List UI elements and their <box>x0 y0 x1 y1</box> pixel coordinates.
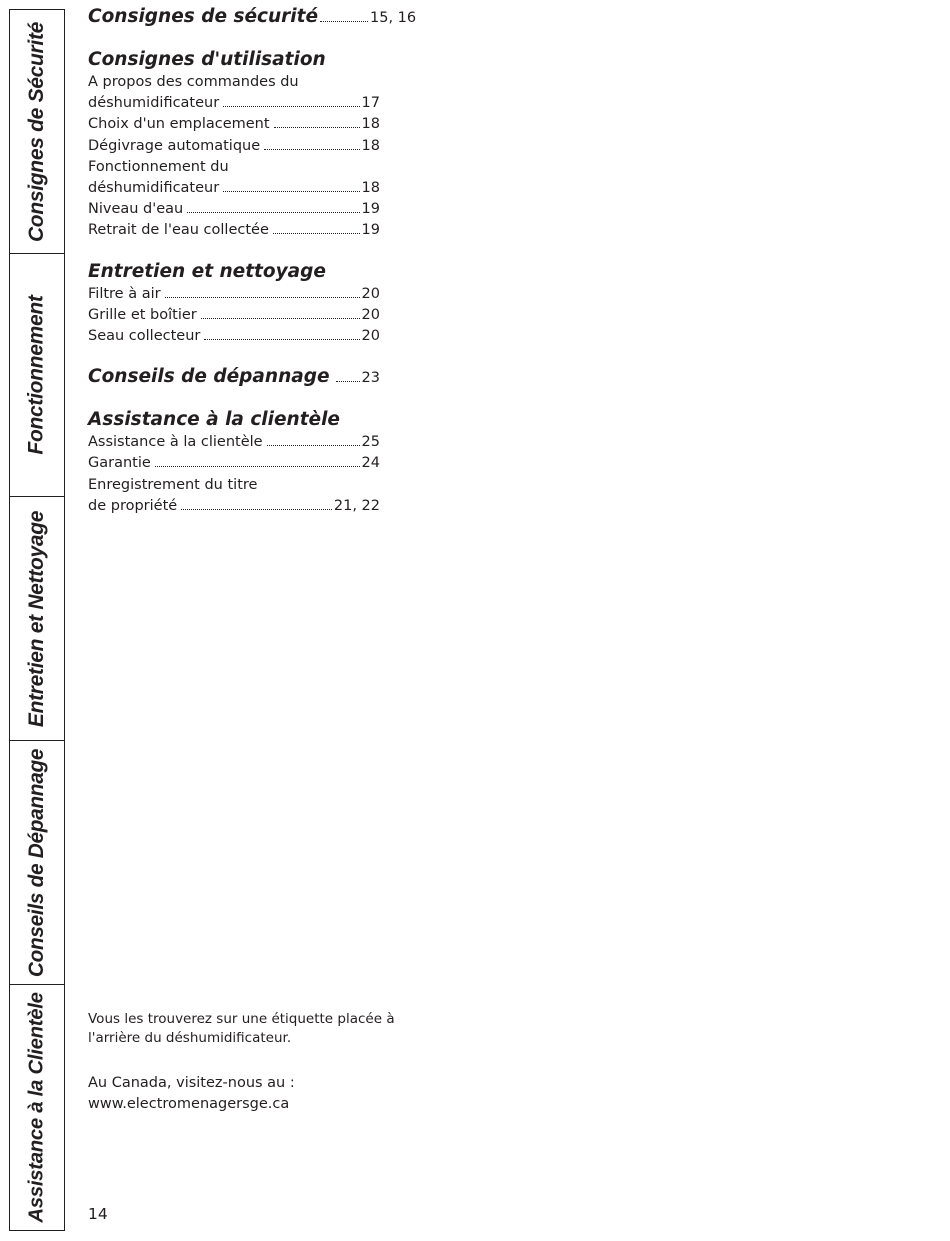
toc-section-utilisation <box>88 48 380 242</box>
dot-leader <box>336 381 360 382</box>
toc-section-entretien <box>88 260 380 348</box>
toc-entry[interactable] <box>88 284 380 305</box>
page-ref: 19 <box>361 222 380 239</box>
section-heading: Consignes d'utilisation <box>88 49 326 70</box>
toc-entry-line[interactable]: Enregistrement du titre <box>88 476 258 493</box>
page-ref: 24 <box>361 455 380 472</box>
toc-entry-label: de propriété <box>88 497 178 514</box>
page-number: 14 <box>88 1205 108 1223</box>
dot-leader <box>320 21 368 22</box>
section-heading: Conseils de dépannage <box>88 366 330 388</box>
toc-entry-label: Garantie <box>88 455 151 472</box>
toc-entry[interactable] <box>88 199 380 220</box>
dot-leader <box>273 233 360 234</box>
canada-text: Au Canada, visitez-nous au : <box>88 1075 295 1091</box>
dot-leader <box>264 149 359 150</box>
spacer <box>88 30 380 48</box>
page-ref: 25 <box>361 434 380 451</box>
page-ref: 20 <box>361 328 380 345</box>
toc-entry[interactable] <box>88 220 380 241</box>
page-ref: 18 <box>361 137 380 154</box>
tab-label: Consignes de Sécurité <box>25 21 49 242</box>
dot-leader <box>274 127 360 128</box>
page-ref: 23 <box>361 370 380 387</box>
toc-entry-label: Assistance à la clientèle <box>88 434 263 451</box>
tab-entretien[interactable] <box>9 496 65 741</box>
page-ref: 18 <box>361 180 380 197</box>
spacer <box>88 390 380 408</box>
toc-entry-label: déshumidificateur <box>88 95 220 112</box>
section-tabs <box>9 9 65 1231</box>
page-ref: 20 <box>361 306 380 323</box>
page-ref: 18 <box>361 116 380 133</box>
toc-entry-label: Retrait de l'eau collectée <box>88 222 269 239</box>
toc-entry-label: Seau collecteur <box>88 328 201 345</box>
tab-securite[interactable] <box>9 9 65 254</box>
toc-entry[interactable] <box>88 326 380 347</box>
tab-label: Conseils de Dépannage <box>25 748 48 977</box>
tab-label: Assistance à la Clientèle <box>25 992 48 1223</box>
toc-section-assistance <box>88 408 380 517</box>
note-line: Vous les trouverez sur une étiquette placée à <box>88 1011 395 1027</box>
page-ref: 15, 16 <box>370 10 417 26</box>
page-ref: 19 <box>361 201 380 218</box>
toc-entry-label: Grille et boîtier <box>88 306 197 323</box>
toc-entry[interactable] <box>88 136 380 157</box>
section-heading: Consignes de sécurité <box>88 6 319 27</box>
dot-leader <box>181 509 332 510</box>
canada-contact <box>88 1073 408 1115</box>
page-ref: 17 <box>361 95 380 112</box>
toc-entry-line[interactable]: A propos des commandes du <box>88 74 299 90</box>
dot-leader <box>187 212 359 213</box>
toc-entry[interactable] <box>88 114 380 135</box>
dot-leader <box>267 445 360 446</box>
spacer <box>88 347 380 365</box>
tab-label: Fonctionnement <box>25 295 48 455</box>
page-ref: 21, 22 <box>333 497 380 514</box>
section-heading: Entretien et nettoyage <box>88 260 326 282</box>
toc-entry[interactable] <box>88 496 380 517</box>
dot-leader <box>204 339 359 340</box>
dot-leader <box>201 318 360 319</box>
toc-entry-label: Dégivrage automatique <box>88 137 261 154</box>
tab-assistance[interactable] <box>9 984 65 1231</box>
tab-fonctionnement[interactable] <box>9 253 65 497</box>
serial-note <box>88 1010 408 1048</box>
toc-heading-row[interactable] <box>88 5 417 30</box>
tab-label: Entretien et Nettoyage <box>25 510 48 727</box>
toc-entry[interactable] <box>88 305 380 326</box>
table-of-contents <box>88 5 417 517</box>
website-link[interactable]: www.electromenagersge.ca <box>88 1096 290 1112</box>
section-heading: Assistance à la clientèle <box>88 409 340 431</box>
dot-leader <box>165 297 360 298</box>
toc-heading-row[interactable] <box>88 365 380 390</box>
page-ref: 20 <box>361 285 380 302</box>
toc-section-securite <box>88 5 417 30</box>
tab-depannage[interactable] <box>9 740 65 985</box>
toc-entry[interactable] <box>88 178 380 199</box>
toc-entry[interactable] <box>88 432 380 453</box>
toc-entry[interactable] <box>88 93 380 114</box>
toc-entry-label: Choix d'un emplacement <box>88 116 270 133</box>
toc-entry-line[interactable]: Fonctionnement du <box>88 158 229 175</box>
toc-section-depannage <box>88 365 380 390</box>
toc-entry-label: Filtre à air <box>88 285 161 302</box>
dot-leader <box>155 466 360 467</box>
spacer <box>88 242 380 260</box>
dot-leader <box>223 191 359 192</box>
toc-entry-label: Niveau d'eau <box>88 201 184 218</box>
dot-leader <box>223 106 359 107</box>
toc-entry-label: déshumidificateur <box>88 180 220 197</box>
toc-entry[interactable] <box>88 453 380 474</box>
note-line: l'arrière du déshumidificateur. <box>88 1030 292 1046</box>
